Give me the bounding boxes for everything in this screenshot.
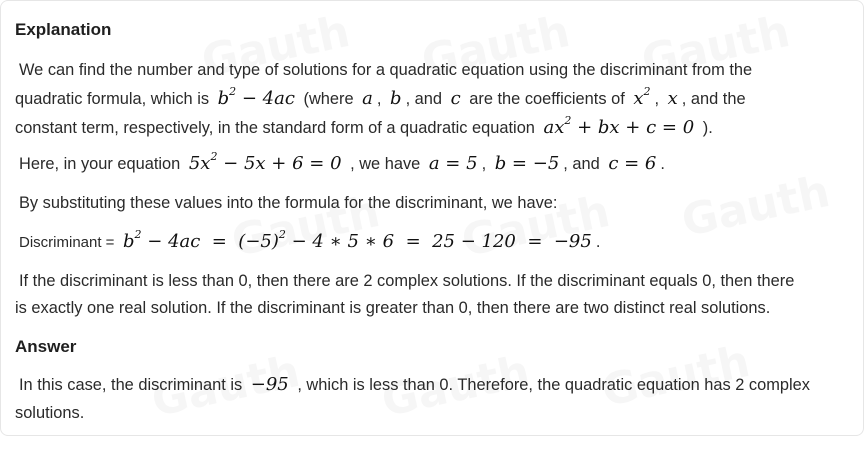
explanation-paragraph-1-line-3: constant term, respectively, in the standard form of a quadratic equation $ax^2$ + bx + c = 0 ).	[15, 114, 713, 138]
answer-heading: Answer	[15, 337, 77, 356]
explanation-paragraph-1-line-2: quadratic formula, which is $b^2 - 4ac$ (where a , b , and c are the coefficients of $x^2$ , x , and the	[15, 85, 746, 109]
explanation-paragraph-5-line-2: is exactly one real solution. If the discriminant is greater than 0, then there are two distinct real solutions.	[15, 299, 771, 317]
answer-value: −95	[250, 374, 289, 395]
x-squared: $x^2$	[633, 85, 651, 109]
watermark	[677, 166, 834, 247]
explanation-heading: Explanation	[15, 20, 112, 39]
discriminant-calculation: Discriminant = $b^2 - 4ac = (-5)^2 - 4$ ∗ 5 ∗ 6 = 25 − 120 = −95 .	[19, 228, 601, 252]
explanation-paragraph-5: If the discriminant is less than 0, then there are 2 complex solutions. If the discriminant equals 0, then there	[19, 272, 795, 290]
discriminant-formula: $b^2 - 4ac$	[217, 85, 295, 109]
explanation-paragraph-3: By substituting these values into the formula for the discriminant, we have:	[19, 194, 558, 212]
explanation-paragraph-2: Here, in your equation $5x^2 - 5x + 6 = 0$ , we have a = 5 , b = −5 , and c = 6 .	[19, 150, 665, 174]
explanation-paragraph-1: We can find the number and type of solutions for a quadratic equation using the discriminant from the	[19, 61, 753, 79]
answer-paragraph-line-2: solutions.	[15, 404, 85, 422]
standard-form-equation: $ax^2$ + bx + c = 0	[543, 114, 695, 138]
discriminant-expression: $b^2 - 4ac = (-5)^2 - 4$ ∗ 5 ∗ 6 = 25 − 120 = −95	[123, 228, 592, 252]
given-equation: $5x^2 - 5x + 6 = 0$	[188, 150, 342, 174]
answer-paragraph: In this case, the discriminant is −95 , which is less than 0. Therefore, the quadratic equation has 2 complex	[19, 374, 810, 395]
